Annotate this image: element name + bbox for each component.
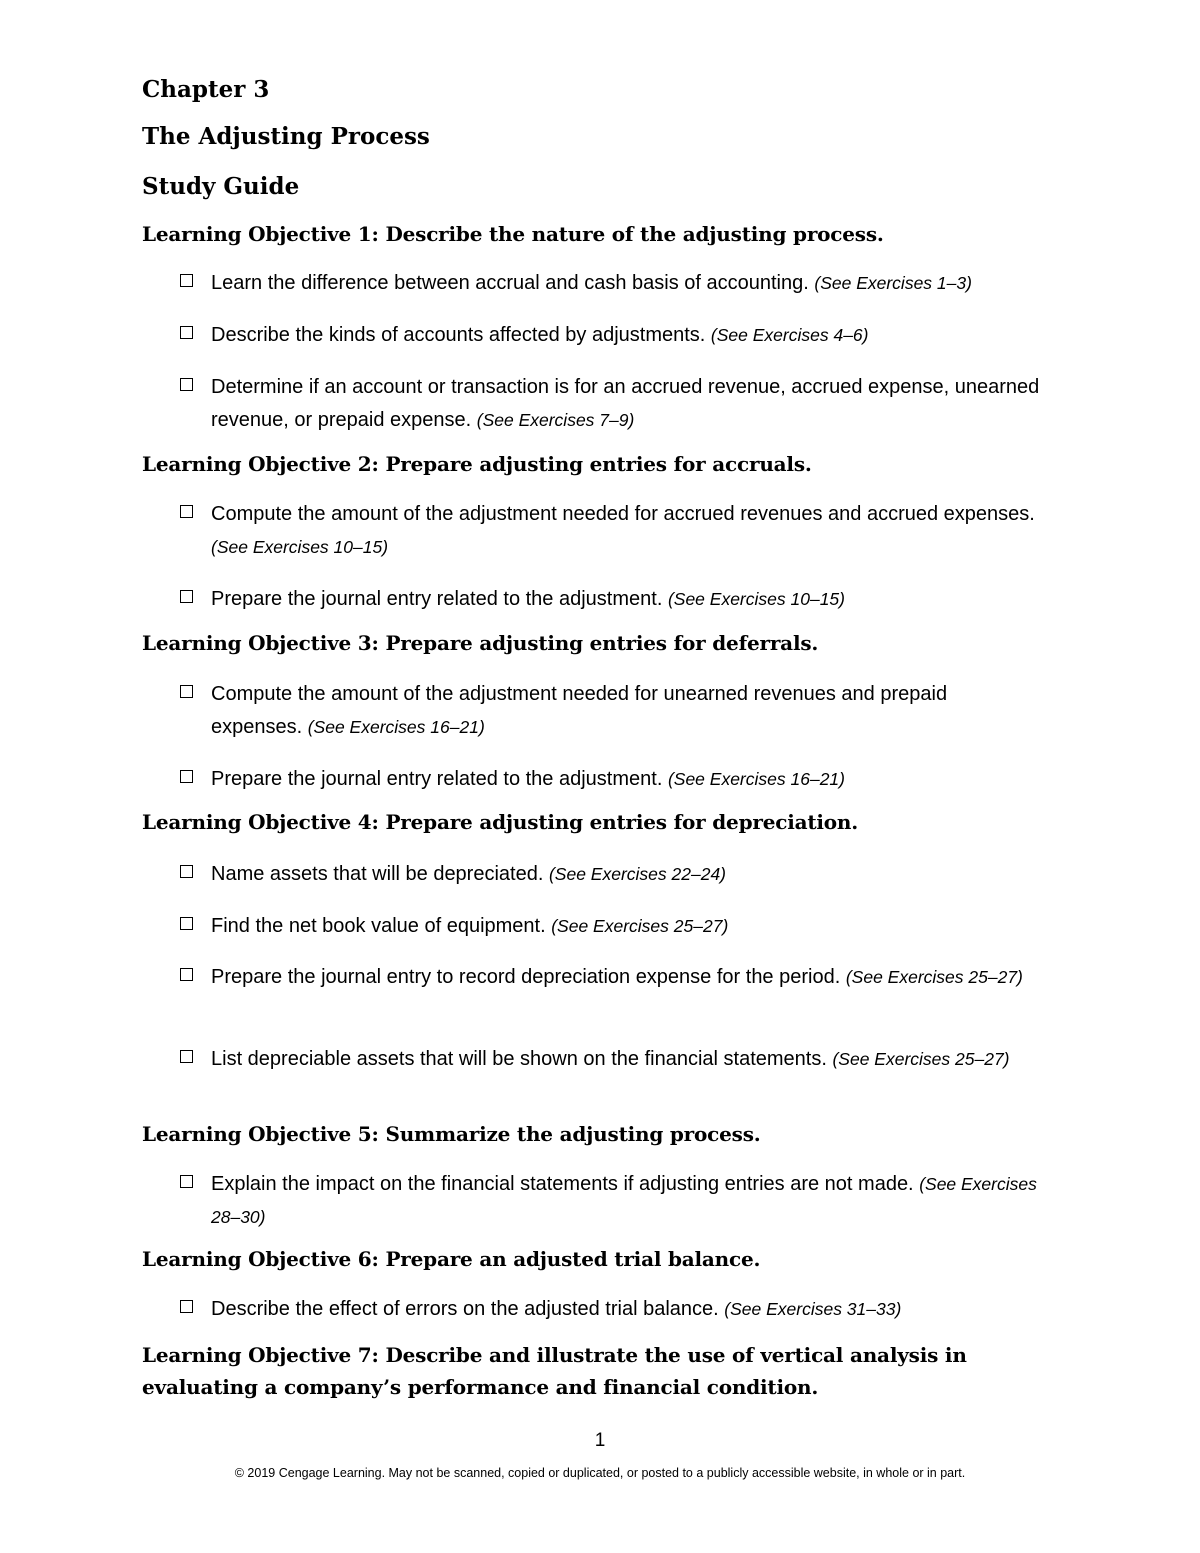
- checkbox-icon[interactable]: [180, 1050, 193, 1063]
- checkbox-icon[interactable]: [180, 274, 193, 287]
- objective-3-heading: [142, 631, 818, 655]
- item-text: Explain the impact on the financial statements if adjusting entries are not made.: [211, 1173, 914, 1195]
- checkbox-icon[interactable]: [180, 770, 193, 783]
- objective-text: Prepare adjusting entries for accruals.: [385, 452, 812, 476]
- checkbox-icon[interactable]: [180, 1175, 193, 1188]
- checklist-item[interactable]: [180, 1043, 1040, 1076]
- exercise-reference: (See Exercises 25–27): [551, 916, 729, 936]
- item-text: Learn the difference between accrual and cash basis of accounting.: [211, 272, 809, 294]
- checkbox-icon[interactable]: [180, 326, 193, 339]
- exercise-reference: (See Exercises 1–3): [814, 273, 972, 293]
- page-number: 1: [594, 1430, 606, 1451]
- item-text: Find the net book value of equipment.: [211, 915, 546, 937]
- objective-text: Describe and illustrate the use of vertical analysis in evaluating a company’s performance and financial condition.: [142, 1343, 967, 1399]
- objective-label: Learning Objective 4:: [142, 810, 379, 834]
- exercise-reference: (See Exercises 4–6): [710, 325, 869, 345]
- objective-text: Describe the nature of the adjusting process.: [385, 222, 884, 246]
- checklist-item[interactable]: [180, 498, 1040, 564]
- exercise-reference: (See Exercises 31–33): [724, 1299, 902, 1319]
- objective-5-heading: [142, 1122, 761, 1146]
- objective-1-heading: [142, 222, 884, 246]
- checklist-item[interactable]: [180, 910, 1040, 943]
- item-text: Prepare the journal entry to record depreciation expense for the period.: [211, 966, 841, 988]
- checkbox-icon[interactable]: [180, 968, 193, 981]
- checklist-item[interactable]: [180, 319, 1040, 352]
- checkbox-icon[interactable]: [180, 378, 193, 391]
- objective-label: Learning Objective 1:: [142, 222, 379, 246]
- checklist-item[interactable]: [180, 267, 1040, 300]
- exercise-reference: (See Exercises 7–9): [476, 410, 635, 430]
- item-text: Determine if an account or transaction is for an accrued revenue, accrued expense, unearned revenue, or prepaid expense.: [211, 376, 1040, 431]
- chapter-heading: Chapter 3: [142, 76, 270, 103]
- checklist-item[interactable]: [180, 371, 1040, 437]
- objective-2-heading: [142, 452, 812, 476]
- checklist-item[interactable]: [180, 961, 1040, 994]
- item-text: List depreciable assets that will be shown on the financial statements.: [211, 1048, 827, 1070]
- checklist-item[interactable]: [180, 1168, 1040, 1234]
- exercise-reference: (See Exercises 10–15): [667, 589, 845, 609]
- objective-label: Learning Objective 2:: [142, 452, 379, 476]
- checklist-item[interactable]: [180, 1293, 1040, 1326]
- checkbox-icon[interactable]: [180, 917, 193, 930]
- checklist-item[interactable]: [180, 678, 1040, 744]
- checklist-item[interactable]: [180, 763, 1040, 796]
- page-title: The Adjusting Process: [142, 123, 430, 150]
- objective-text: Prepare an adjusted trial balance.: [385, 1247, 761, 1271]
- objective-text: Summarize the adjusting process.: [385, 1122, 761, 1146]
- objective-7-heading: [142, 1339, 1072, 1403]
- item-text: Prepare the journal entry related to the adjustment.: [211, 768, 663, 790]
- checklist-item[interactable]: [180, 583, 1040, 616]
- copyright-footer: © 2019 Cengage Learning. May not be scanned, copied or duplicated, or posted to a publicly accessible website, in whole or in part.: [234, 1466, 966, 1480]
- exercise-reference: (See Exercises 16–21): [667, 769, 845, 789]
- exercise-reference: (See Exercises 22–24): [548, 864, 727, 884]
- checkbox-icon[interactable]: [180, 505, 193, 518]
- item-text: Describe the effect of errors on the adjusted trial balance.: [211, 1298, 719, 1320]
- checkbox-icon[interactable]: [180, 1300, 193, 1313]
- objective-label: Learning Objective 5:: [142, 1122, 379, 1146]
- exercise-reference: (See Exercises 10–15): [211, 537, 389, 557]
- objective-text: Prepare adjusting entries for deferrals.: [385, 631, 819, 655]
- checkbox-icon[interactable]: [180, 685, 193, 698]
- study-guide-heading: Study Guide: [142, 173, 300, 200]
- objective-text: Prepare adjusting entries for depreciation.: [385, 810, 859, 834]
- item-text: Prepare the journal entry related to the adjustment.: [211, 588, 663, 610]
- objective-label: Learning Objective 7:: [142, 1343, 379, 1367]
- checklist-item[interactable]: [180, 858, 1040, 891]
- exercise-reference: (See Exercises 28–30): [211, 1174, 1037, 1227]
- item-text: Compute the amount of the adjustment needed for unearned revenues and prepaid expenses.: [211, 683, 948, 738]
- exercise-reference: (See Exercises 25–27): [832, 1049, 1010, 1069]
- objective-label: Learning Objective 6:: [142, 1247, 379, 1271]
- objective-label: Learning Objective 3:: [142, 631, 379, 655]
- checkbox-icon[interactable]: [180, 590, 193, 603]
- exercise-reference: (See Exercises 16–21): [307, 717, 485, 737]
- objective-4-heading: [142, 810, 858, 834]
- item-text: Name assets that will be depreciated.: [211, 863, 544, 885]
- item-text: Describe the kinds of accounts affected by adjustments.: [211, 324, 706, 346]
- item-text: Compute the amount of the adjustment needed for accrued revenues and accrued expenses.: [211, 503, 1035, 525]
- checkbox-icon[interactable]: [180, 865, 193, 878]
- exercise-reference: (See Exercises 25–27): [845, 967, 1023, 987]
- objective-6-heading: [142, 1247, 760, 1271]
